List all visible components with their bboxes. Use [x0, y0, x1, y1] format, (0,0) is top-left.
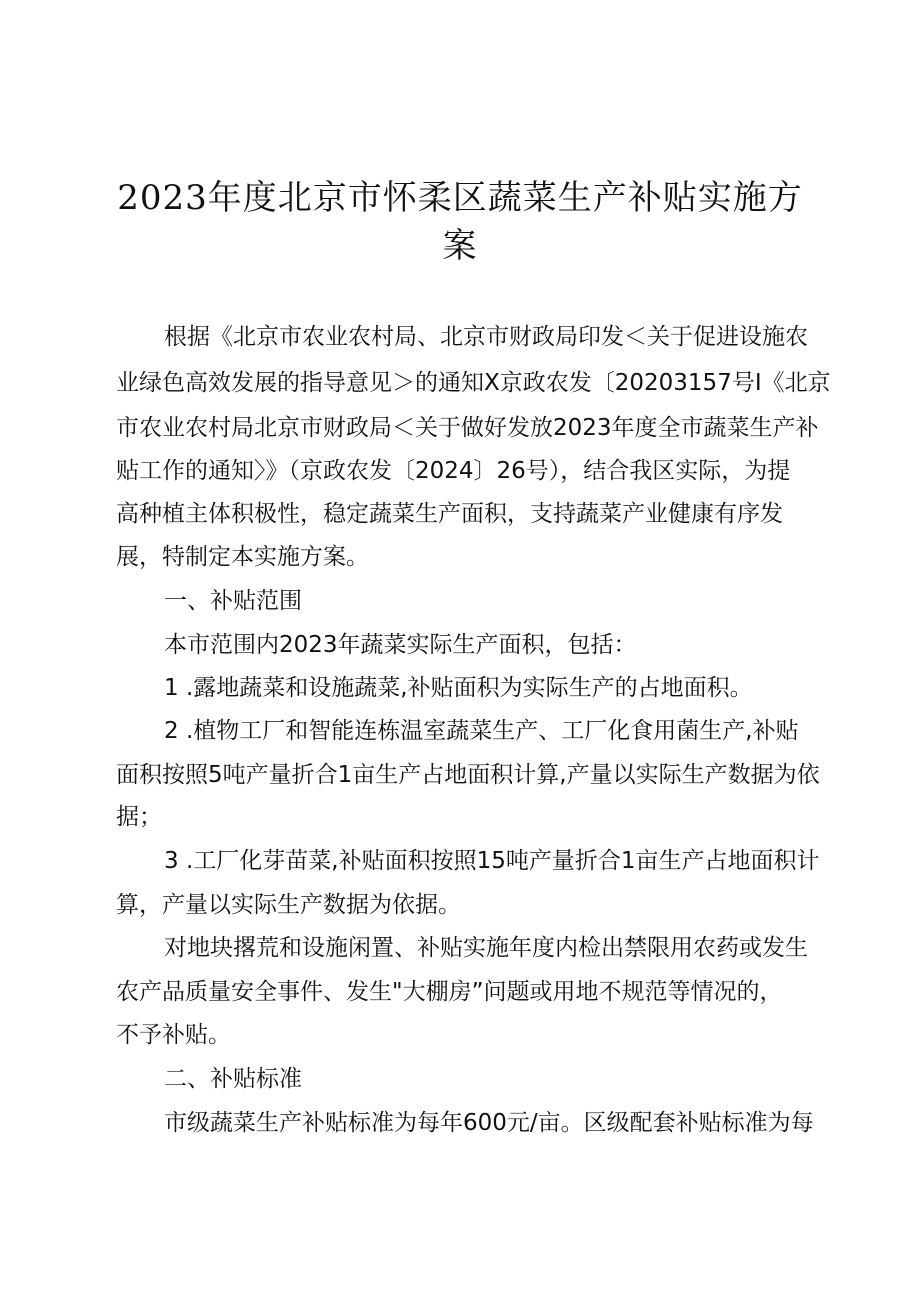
paragraph-line-11: 市级蔬菜生产补贴标准为每年600元/亩。区级配套补贴标准为每 — [164, 1110, 814, 1136]
paragraph-line-9: 农产品质量安全事件、发生"大棚房”问题或用地不规范等情况的， — [116, 979, 783, 1005]
paragraph-line-1: 根据《北京市农业农村局、北京市财政局印发＜关于促进设施农 — [164, 324, 808, 350]
paragraph-line-6: 展，特制定本实施方案。 — [116, 544, 369, 570]
list-item-3-line-1: 3 .工厂化芽苗菜,补贴面积按照15吨产量折合1亩生产占地面积计 — [164, 848, 820, 874]
document-title-line-2: 案 — [442, 226, 478, 266]
list-item-2-line-2: 面积按照5吨产量折合1亩生产占地面积计算,产量以实际生产数据为依 — [116, 762, 820, 788]
paragraph-line-7: 本市范围内2023年蔬菜实际生产面积，包括： — [164, 632, 637, 658]
paragraph-line-10: 不予补贴。 — [116, 1022, 231, 1048]
list-item-1: 1 .露地蔬菜和设施蔬菜,补贴面积为实际生产的占地面积。 — [164, 675, 753, 701]
list-item-3-line-2: 算，产量以实际生产数据为依据。 — [116, 892, 461, 918]
list-item-2-line-1: 2 .植物工厂和智能连栋温室蔬菜生产、工厂化食用菌生产,补贴 — [164, 718, 799, 744]
section-heading-2: 二、补贴标准 — [164, 1066, 302, 1092]
paragraph-line-3: 市农业农村局北京市财政局＜关于做好发放2023年度全市蔬菜生产补 — [116, 415, 819, 441]
document-title-line-1: 2023年度北京市怀柔区蔬菜生产补贴实施方 — [117, 178, 803, 218]
section-heading-1: 一、补贴范围 — [164, 588, 302, 614]
list-item-2-line-3: 据； — [116, 804, 162, 830]
paragraph-line-8: 对地块撂荒和设施闲置、补贴实施年度内检出禁限用农药或发生 — [164, 935, 808, 961]
paragraph-line-5: 高种植主体积极性，稳定蔬菜生产面积，支持蔬菜产业健康有序发 — [116, 501, 783, 527]
paragraph-line-2: 业绿色高效发展的指导意见＞的通知X京政农发〔20203157号I《北京 — [116, 370, 831, 396]
paragraph-line-4: 贴工作的通知〉》（京政农发〔2024〕26号），结合我区实际，为提 — [116, 458, 791, 484]
